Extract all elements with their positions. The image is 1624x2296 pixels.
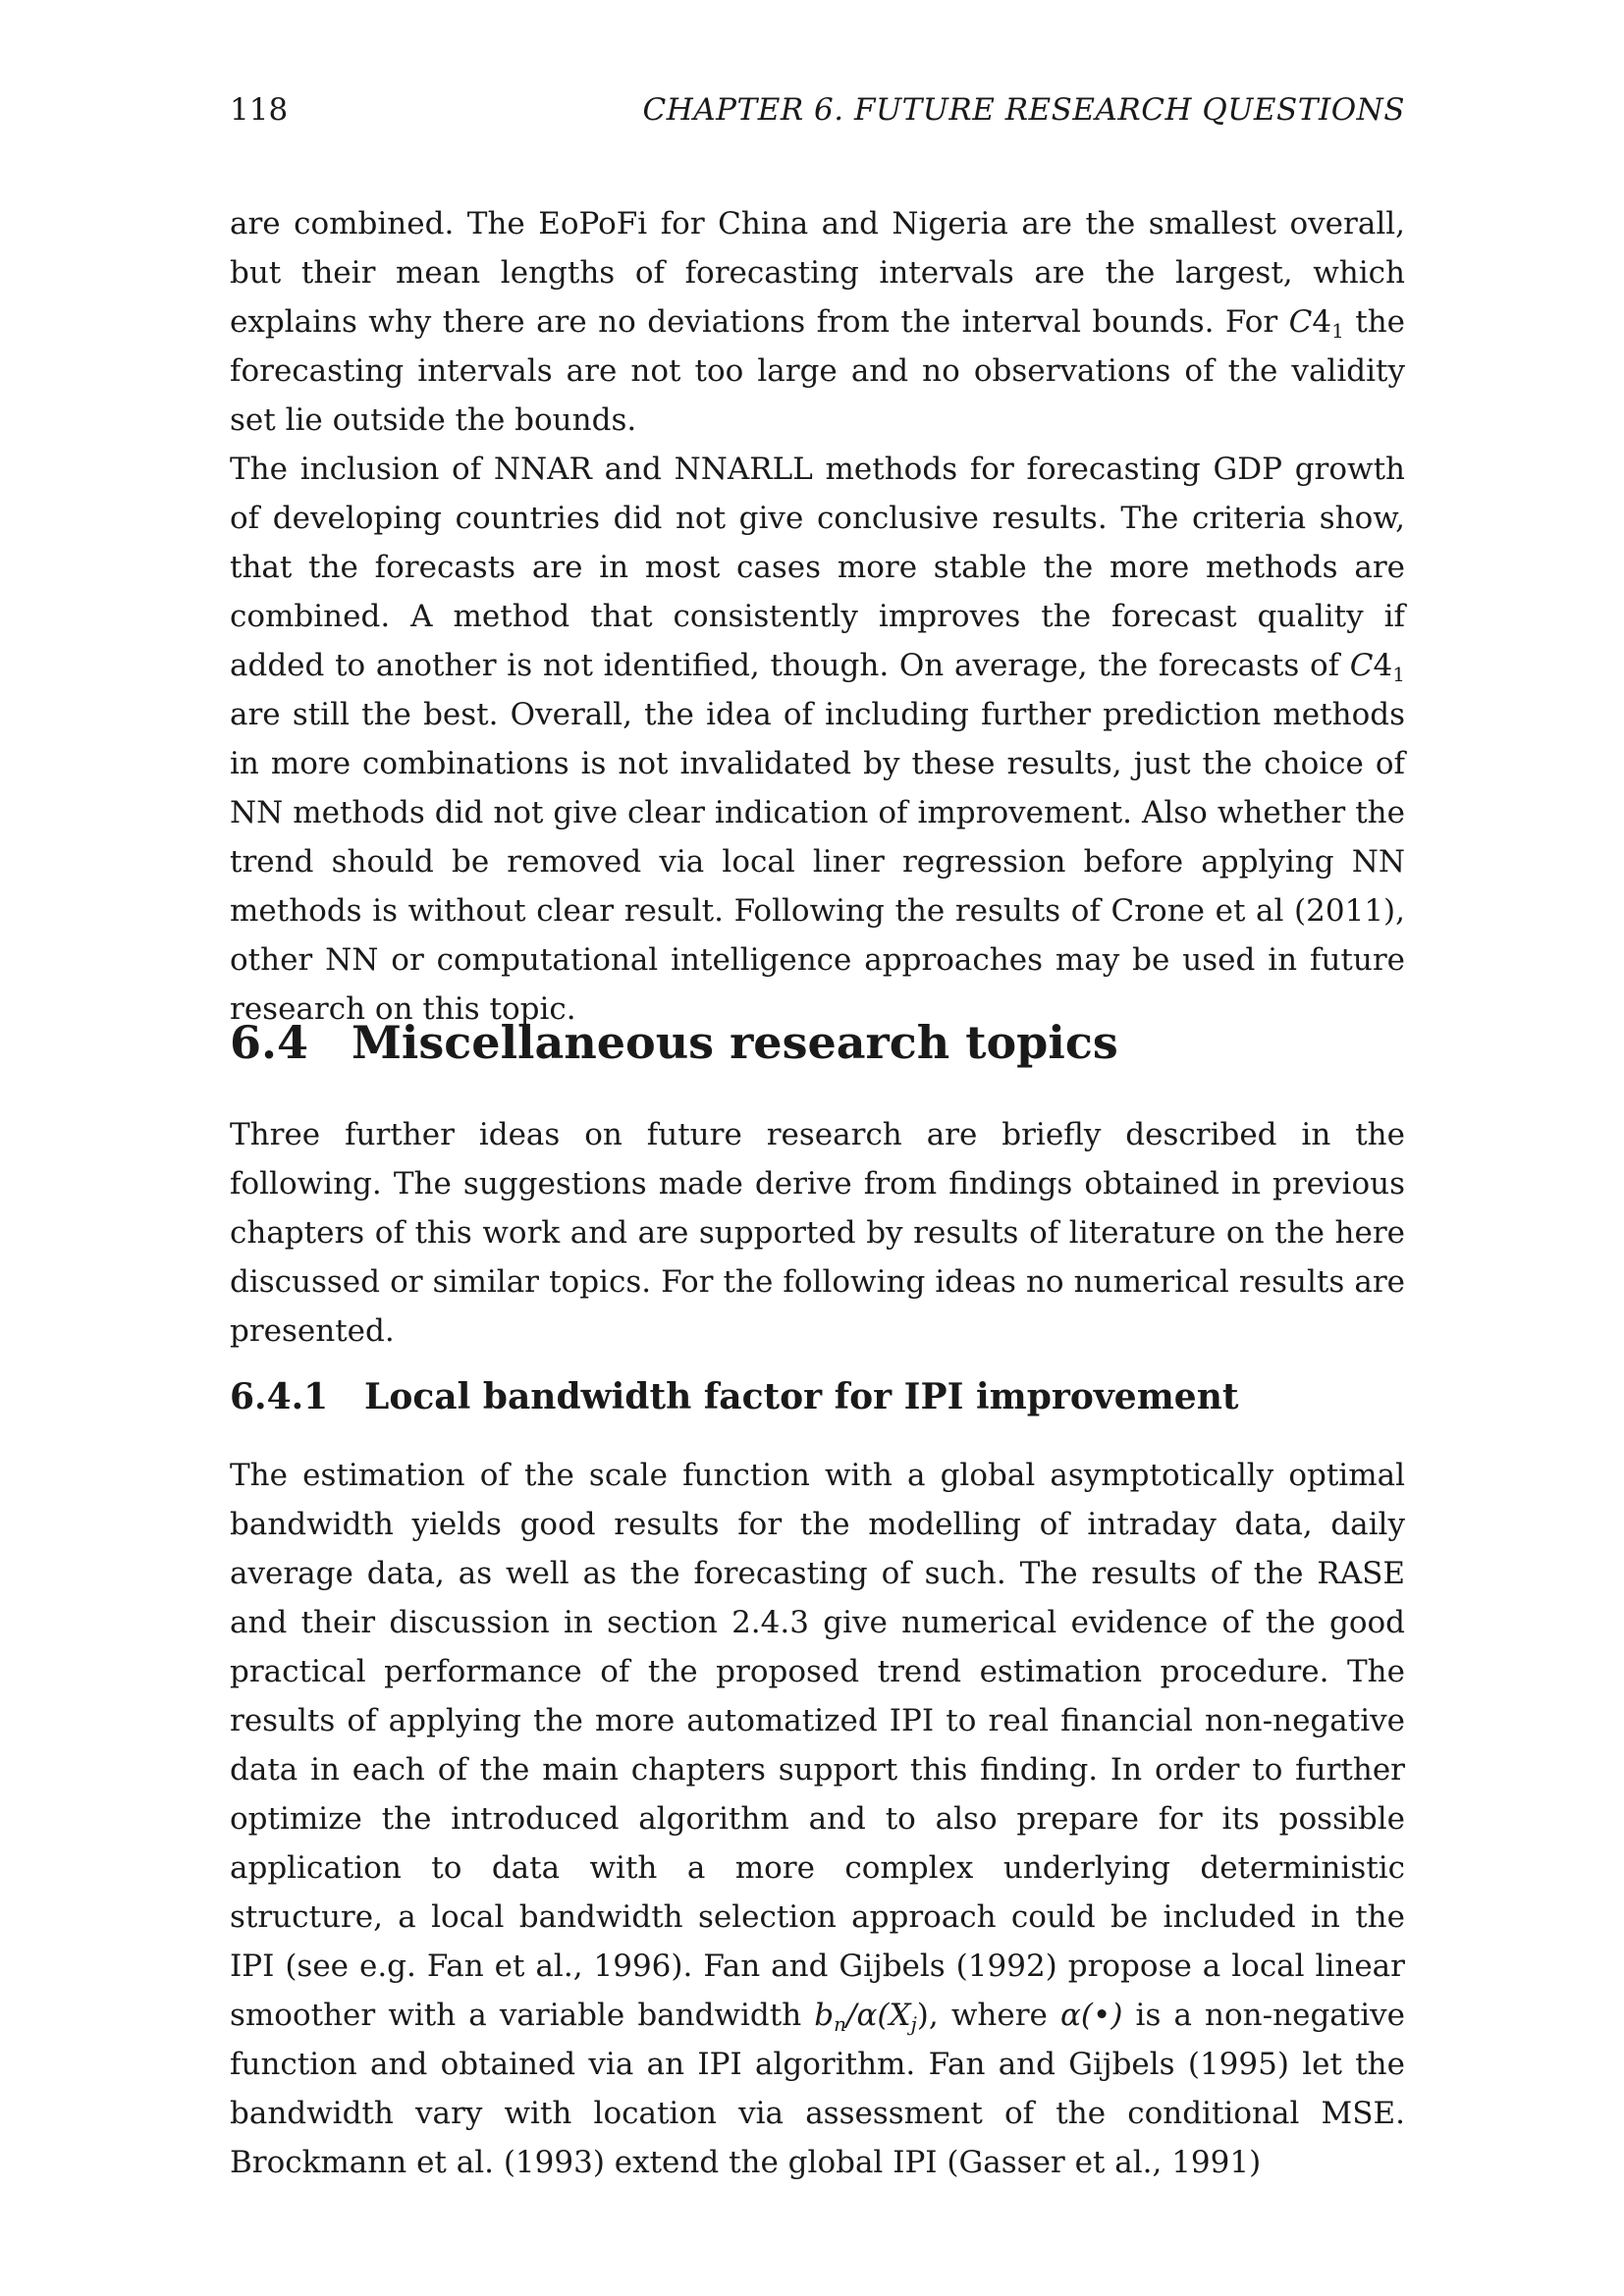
intro-paragraph [230, 199, 1405, 445]
intro-text-part1: are combined. The EoPoFi for China and Nigeria are the smallest overall, but their mean lengths of forecasting intervals are the largest, which explains why there are no deviations from the interval bounds. For [230, 206, 1405, 340]
bandwidth-paragraph [230, 1451, 1405, 2187]
math-alpha-function: α(•) [1060, 1998, 1123, 2033]
running-header [230, 90, 1405, 130]
nn-text-part1: The inclusion of NNAR and NNARLL methods for forecasting GDP growth of developing countries did not give conclusive results. The criteria show, that the forecasts are in most cases more stable the more methods are combined. A method that consistently improves the forecast quality if added to another is not identified, though. On average, the forecasts of [230, 452, 1405, 683]
intro-text-part2: the forecasting intervals are not too large and no observations of the validity set lie outside the bounds. [230, 304, 1406, 438]
subsection-body-text [230, 1451, 1405, 2187]
chapter-running-title: CHAPTER 6. FUTURE RESEARCH QUESTIONS [642, 92, 1405, 128]
section-intro-text [230, 1110, 1405, 1356]
bandwidth-text-part3: is a non-negative function and obtained via an IPI algorithm. Fan and Gijbels (1995) let the bandwidth vary with location via assessment of the conditional MSE. Brockmann et al. (1993) extend the global IPI (Gasser et al., 1991) [230, 1998, 1405, 2180]
nn-methods-paragraph [230, 445, 1405, 1034]
bandwidth-text-part1: The estimation of the scale function with a global asymptotically optimal bandwidth yields good results for the modelling of intraday data, daily average data, as well as the forecasting of such. The results of the RASE and their discussion in section 2.4.3 give numerical evidence of the good practical performance of the proposed trend estimation procedure. The results of applying the more automatized IPI to real financial non-negative data in each of the main chapters support this finding. In order to further optimize the introduced algorithm and to also prepare for its possible application to data with a more complex underlying deterministic structure, a local bandwidth selection approach could be included in the IPI (see e.g. Fan et al., 1996). Fan and Gijbels (1992) propose a local linear smoother with a variable bandwidth [230, 1458, 1405, 2033]
math-variable-bandwidth: $b_n/\alpha(X_j)$ [814, 1998, 929, 2036]
math-c4-1: $C4_1$ [1288, 304, 1344, 343]
section-number: 6.4 [230, 1016, 309, 1069]
section-paragraph: Three further ideas on future research are briefly described in the following. The suggestions made derive from findings obtained in previous chapters of this work and are supported by results of literature on the here discussed or similar topics. For the following ideas no numerical results are presented. [230, 1117, 1405, 1349]
section-title: Miscellaneous research topics [352, 1016, 1118, 1069]
subsection-heading [230, 1372, 1405, 1421]
body-text-continuation [230, 199, 1405, 1034]
subsection-number: 6.4.1 [230, 1376, 329, 1417]
page-number: 118 [230, 92, 289, 128]
section-heading [230, 1013, 1405, 1072]
bandwidth-text-part2: , where [928, 1998, 1060, 2033]
math-c4-1: $C4_1$ [1349, 648, 1405, 686]
subsection-title: Local bandwidth factor for IPI improvement [364, 1376, 1239, 1417]
nn-text-part2: are still the best. Overall, the idea of including further prediction methods in more combinations is not invalidated by these results, just the choice of NN methods did not give clear indication of improvement. Also whether the trend should be removed via local liner regression before applying NN methods is without clear result. Following the results of Crone et al (2011), other NN or computational intelligence approaches may be used in future research on this topic. [230, 697, 1405, 1027]
